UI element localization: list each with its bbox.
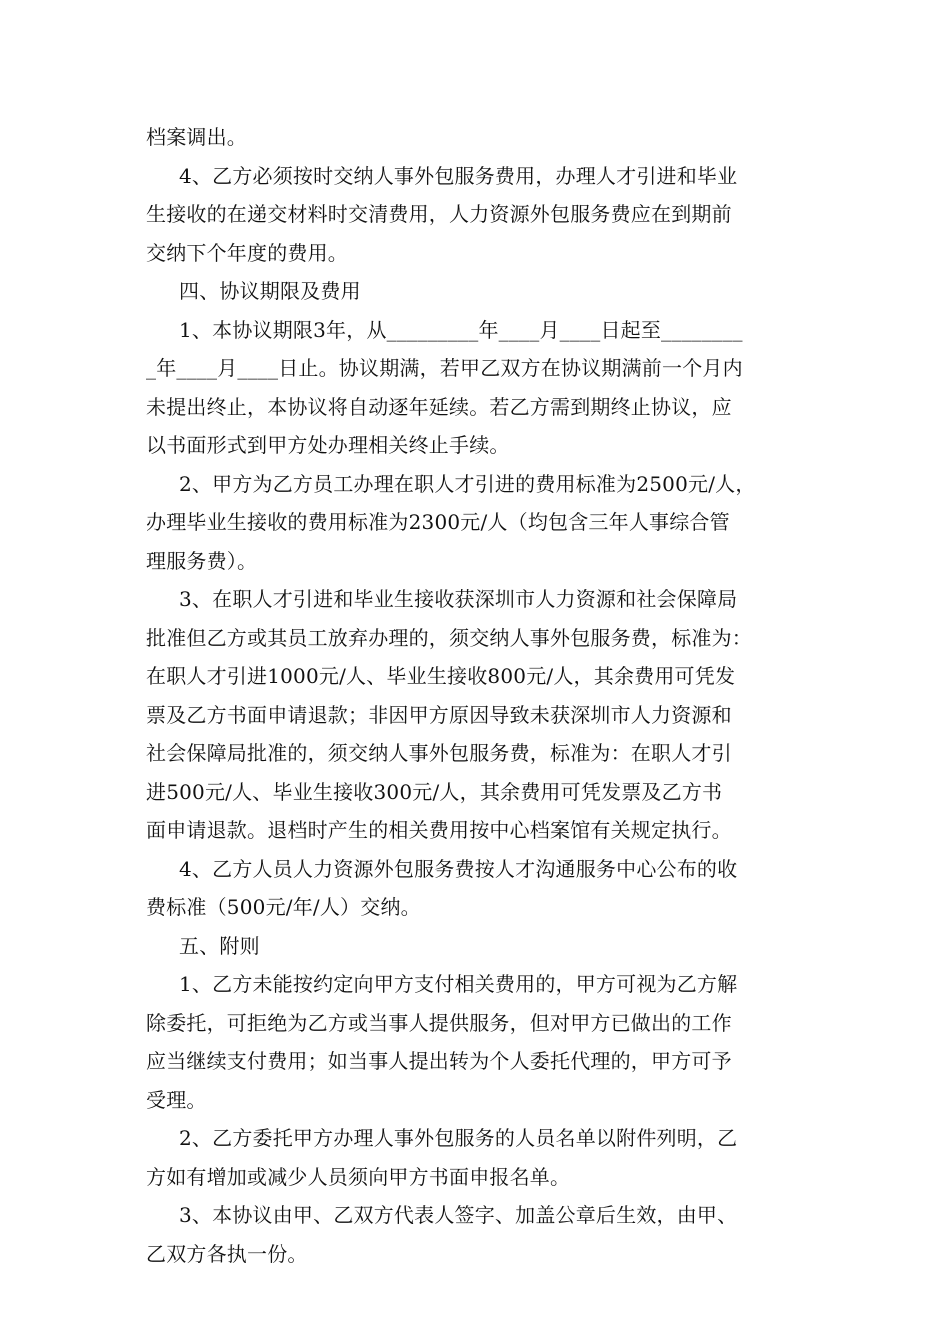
text-line: 理服务费）。 xyxy=(146,548,258,573)
text-line: 3、本协议由甲、乙双方代表人签字、加盖公章后生效，由甲、 xyxy=(179,1203,738,1227)
text-line: 在职人才引进1000元/人、毕业生接收800元/人，其余费用可凭发 xyxy=(146,664,736,688)
text-line: 档案调出。 xyxy=(146,125,247,149)
text-line: 1、本协议期限3年，从_________年____月____日起至________ xyxy=(179,317,743,342)
text-line: 2、乙方委托甲方办理人事外包服务的人员名单以附件列明，乙 xyxy=(179,1126,738,1150)
text-line: 生接收的在递交材料时交清费用，人力资源外包服务费应在到期前 xyxy=(146,202,732,226)
text-line: 办理毕业生接收的费用标准为2300元/人（均包含三年人事综合管 xyxy=(146,510,730,534)
text-line: 除委托，可拒绝为乙方或当事人提供服务，但对甲方已做出的工作 xyxy=(146,1010,732,1035)
text-line: 乙双方各执一份。 xyxy=(146,1241,308,1266)
text-line: 3、在职人才引进和毕业生接收获深圳市人力资源和社会保障局 xyxy=(179,587,738,611)
text-line: 票及乙方书面申请退款；非因甲方原因导致未获深圳市人力资源和 xyxy=(146,702,732,727)
text-line: 应当继续支付费用；如当事人提出转为个人委托代理的，甲方可予 xyxy=(146,1049,732,1073)
text-line: 2、甲方为乙方员工办理在职人才引进的费用标准为2500元/人， xyxy=(179,471,756,496)
section-heading: 五、附则 xyxy=(179,933,260,958)
text-line: 批准但乙方或其员工放弃办理的，须交纳人事外包服务费，标准为： xyxy=(146,625,752,650)
text-line: 社会保障局批准的，须交纳人事外包服务费，标准为：在职人才引 xyxy=(146,741,732,765)
text-line: 4、乙方必须按时交纳人事外包服务费用，办理人才引进和毕业 xyxy=(179,163,738,188)
text-line: 进500元/人、毕业生接收300元/人，其余费用可凭发票及乙方书 xyxy=(146,779,723,804)
text-line: 以书面形式到甲方处办理相关终止手续。 xyxy=(146,433,510,457)
text-line: _年____月____日止。协议期满，若甲乙双方在协议期满前一个月内 xyxy=(146,356,743,380)
document-body xyxy=(146,118,806,1273)
text-line: 受理。 xyxy=(146,1087,207,1112)
text-line: 方如有增加或减少人员须向甲方书面申报名单。 xyxy=(146,1164,571,1189)
text-line: 交纳下个年度的费用。 xyxy=(146,240,348,265)
text-line: 1、乙方未能按约定向甲方支付相关费用的，甲方可视为乙方解 xyxy=(179,972,738,996)
text-line: 面申请退款。退档时产生的相关费用按中心档案馆有关规定执行。 xyxy=(146,818,732,842)
text-line: 4、乙方人员人力资源外包服务费按人才沟通服务中心公布的收 xyxy=(179,856,738,881)
text-line: 未提出终止，本协议将自动逐年延续。若乙方需到期终止协议，应 xyxy=(146,394,732,419)
text-line: 费标准（500元/年/人）交纳。 xyxy=(146,895,421,919)
section-heading: 四、协议期限及费用 xyxy=(179,279,361,303)
